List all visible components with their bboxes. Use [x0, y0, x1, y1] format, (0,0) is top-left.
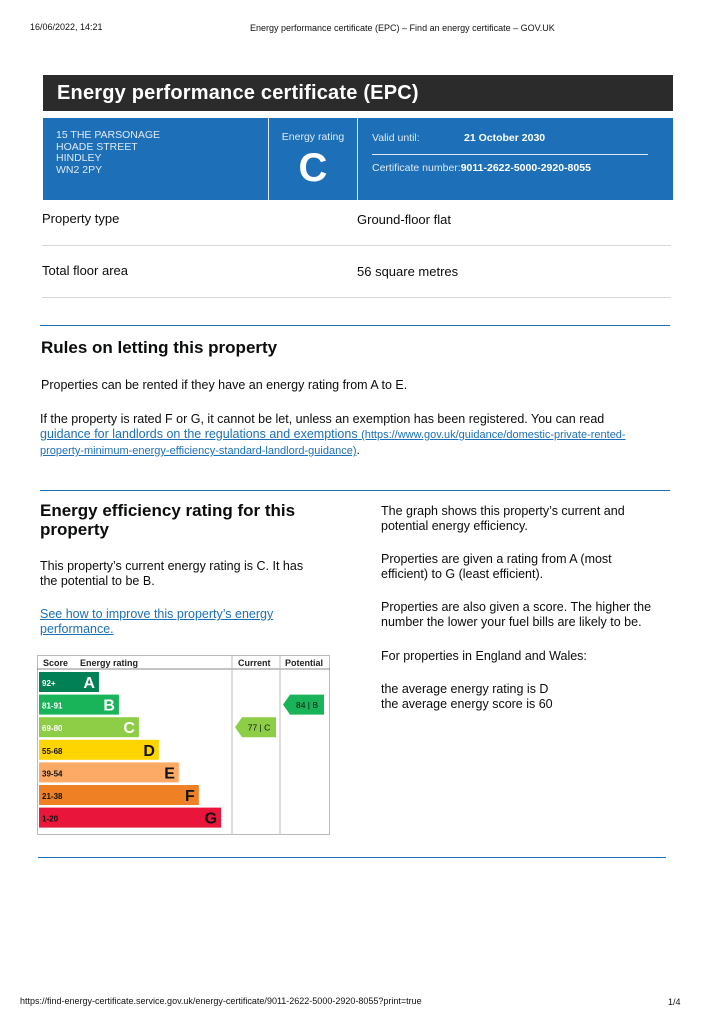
region-note: For properties in England and Wales:: [381, 649, 587, 663]
landlord-guidance-link[interactable]: [40, 427, 626, 457]
rating-range-description: [381, 552, 612, 582]
print-datetime: 16/06/2022, 14:21: [30, 22, 103, 32]
rules-paragraph: Properties can be rented if they have an energy rating from A to E.: [41, 378, 408, 392]
chart-header-current: Current: [238, 658, 271, 668]
energy-rating-letter: C: [298, 146, 328, 190]
band-letter: F: [185, 788, 195, 805]
energy-rating-chart: [37, 655, 330, 835]
certificate-number-value: 9011-2622-5000-2920-8055: [460, 162, 591, 174]
current-rating-text: [40, 559, 303, 589]
link-text: performance.: [40, 622, 114, 636]
section-divider: [38, 857, 666, 858]
divider: [372, 154, 648, 155]
footer-url: https://find-energy-certificate.service.gov.uk/energy-certificate/9011-2622-5000-2920-8055?print=true: [20, 996, 422, 1006]
divider: [42, 297, 671, 298]
property-type-value: Ground-floor flat: [357, 212, 451, 227]
band-score-range: 21-38: [42, 792, 63, 801]
address-line: HOADE STREET: [56, 140, 138, 153]
text-line: Properties are also given a score. The higher the: [381, 600, 652, 614]
epc-summary-box: [43, 118, 673, 200]
band-score-range: 39-54: [42, 769, 63, 779]
energy-rating-chart-svg: [37, 655, 330, 835]
rating-band-g: [39, 808, 221, 828]
chart-header-score: Score: [43, 658, 69, 668]
property-type-label: Property type: [42, 211, 120, 226]
band-letter: B: [103, 697, 115, 715]
text-line: The graph shows this property’s current and: [381, 504, 625, 518]
text-line: potential energy efficiency.: [381, 519, 528, 533]
landlord-guidance-link-text: guidance for landlords on the regulations and exemptions: [40, 427, 358, 441]
text-line: the average energy score is 60: [381, 697, 553, 711]
band-score-range: 55-68: [42, 746, 63, 756]
section-divider: [40, 490, 670, 491]
landlord-guidance-url: property-minimum-energy-efficiency-standard-landlord-guidance): [40, 445, 357, 457]
page-title: Energy performance certificate (EPC): [43, 75, 673, 111]
band-letter: D: [143, 742, 155, 760]
band-score-range: 69-80: [42, 724, 63, 734]
average-rating-text: [381, 682, 553, 712]
potential-rating-marker-label: 84 | B: [295, 700, 319, 711]
floor-area-label: Total floor area: [42, 263, 128, 278]
band-score-range: 1-20: [42, 814, 59, 824]
text-line: number the lower your fuel bills are likely to be.: [381, 615, 642, 629]
efficiency-heading-line: property: [40, 520, 109, 539]
text-line: the potential to be B.: [40, 574, 155, 588]
rules-text: If the property is rated F or G, it cannot be let, unless an exemption has been registered. You can read: [40, 412, 605, 426]
address-line: HINDLEY: [56, 152, 102, 164]
band-score-range: 92+: [42, 679, 56, 688]
text-line: Properties are given a rating from A (most: [381, 552, 612, 566]
address-line: WN2 2PY: [56, 163, 103, 176]
energy-rating-panel: [268, 118, 358, 200]
property-address: [56, 130, 160, 176]
valid-until-date: 21 October 2030: [464, 132, 546, 144]
graph-description: [381, 504, 625, 534]
efficiency-heading-line: Energy efficiency rating for this: [40, 501, 296, 520]
score-description: [381, 600, 651, 630]
divider: [42, 245, 671, 246]
certificate-number: [372, 162, 591, 174]
energy-rating-label: Energy rating: [281, 131, 345, 143]
landlord-guidance-url: (https://www.gov.uk/guidance/domestic-private-rented-: [361, 429, 626, 441]
text-line: the average energy rating is D: [381, 682, 549, 696]
floor-area-value: 56 square metres: [357, 264, 459, 279]
rules-exemption-paragraph: [40, 412, 680, 459]
current-rating-marker-label: 77 | C: [247, 722, 271, 733]
band-letter: C: [123, 720, 135, 738]
print-page-title: Energy performance certificate (EPC) – Find an energy certificate – GOV.UK: [250, 23, 555, 33]
improve-energy-performance-link[interactable]: [40, 607, 273, 636]
chart-header-potential: Potential: [285, 658, 324, 668]
rules-heading: Rules on letting this property: [41, 338, 278, 357]
link-text: See how to improve this property’s energy: [40, 607, 274, 621]
efficiency-heading: [40, 501, 295, 539]
valid-until-label: Valid until:: [372, 132, 420, 144]
band-letter: A: [83, 675, 95, 692]
improve-link-paragraph: [40, 607, 273, 637]
certificate-number-label: Certificate number:: [372, 162, 461, 174]
band-letter: E: [164, 765, 175, 783]
page-number: 1/4: [668, 997, 681, 1007]
band-score-range: 81-91: [42, 701, 63, 711]
chart-header-rating: Energy rating: [80, 658, 139, 668]
section-divider: [40, 325, 670, 326]
rules-text: .: [356, 443, 360, 457]
rating-band-f: [39, 785, 199, 805]
text-line: efficient) to G (least efficient).: [381, 567, 544, 581]
band-letter: G: [204, 810, 218, 828]
address-line: 15 THE PARSONAGE: [56, 129, 161, 141]
text-line: This property’s current energy rating is C. It has: [40, 559, 304, 573]
